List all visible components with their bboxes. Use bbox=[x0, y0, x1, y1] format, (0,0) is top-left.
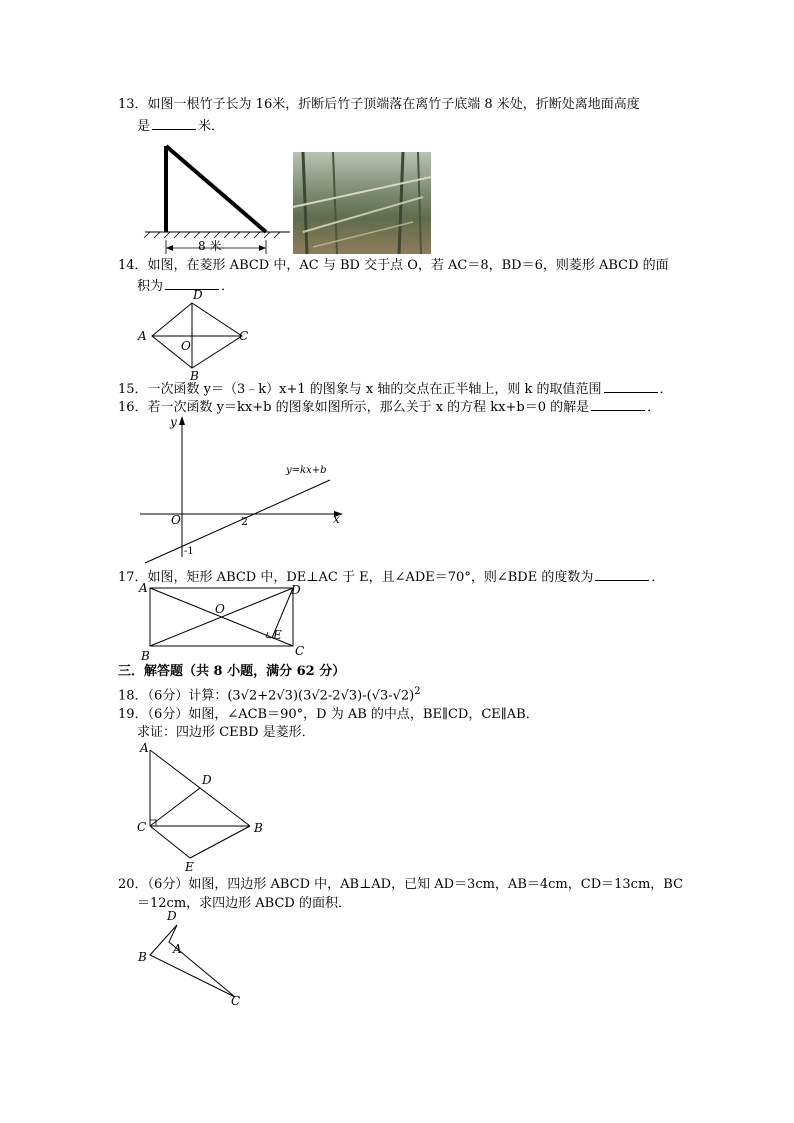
q19-diagram bbox=[135, 740, 275, 875]
q13-line1: 13．如图一根竹子长为 16米，折断后竹子顶端落在离竹子底端 8 米处，折断处离地面高度 bbox=[118, 97, 640, 112]
q18-expression: (3√2+2√3)(3√2-2√3)-(√3-√2) bbox=[227, 688, 415, 704]
q16-y-label: y bbox=[170, 415, 177, 429]
q19-line1: 19．（6分）如图，∠ACB＝90°，D 为 AB 的中点，BE∥CD，CE∥AB． bbox=[118, 707, 539, 722]
q17-label-c: C bbox=[295, 644, 305, 658]
q18-line bbox=[118, 684, 421, 704]
q13-answer-blank[interactable] bbox=[152, 117, 196, 130]
q19-label-d: D bbox=[202, 773, 212, 787]
bamboo-photo-drawing bbox=[293, 152, 431, 254]
q13-line2-pre: 是 bbox=[137, 119, 151, 134]
q14-line2-post: ． bbox=[221, 279, 235, 294]
q16-origin-label: O bbox=[171, 513, 181, 527]
q15-answer-blank[interactable] bbox=[604, 380, 658, 393]
q20-label-a: A bbox=[173, 942, 182, 956]
q20-label-c: C bbox=[231, 994, 241, 1008]
q19-line2: 求证：四边形 CEBD 是菱形． bbox=[137, 725, 315, 740]
q16-x-label: x bbox=[333, 512, 340, 526]
q16-text-pre: 16．若一次函数 y＝kx+b 的图象如图所示，那么关于 x 的方程 kx+b＝0 的解是 bbox=[118, 400, 590, 415]
q19-label-b: B bbox=[254, 821, 263, 835]
q16-answer-blank[interactable] bbox=[591, 398, 645, 411]
q16-x-tick: 2 bbox=[241, 515, 248, 528]
q14-label-c: C bbox=[239, 329, 249, 343]
q14-label-o: O bbox=[181, 339, 191, 353]
q14-line2-pre: 积为 bbox=[137, 279, 164, 294]
q15-text-post: ． bbox=[659, 382, 673, 397]
q15-line bbox=[118, 380, 673, 398]
q20-label-b: B bbox=[138, 950, 147, 964]
q17-label-a: A bbox=[139, 581, 148, 595]
q17-label-b: B bbox=[141, 649, 150, 663]
q16-graph bbox=[140, 412, 350, 572]
q13-line2 bbox=[137, 117, 224, 135]
q18-exponent: 2 bbox=[414, 686, 421, 697]
q17-label-e: E bbox=[273, 628, 282, 642]
section3-title: 三．解答题（共 8 小题，满分 62 分） bbox=[118, 664, 346, 679]
q20-line2: ＝12cm，求四边形 ABCD 的面积． bbox=[137, 896, 351, 911]
q17-text-pre: 17．如图，矩形 ABCD 中，DE⊥AC 于 E，且∠ADE＝70°，则∠BDE 的度数为 bbox=[118, 570, 594, 585]
q20-label-d: D bbox=[167, 909, 177, 923]
q19-label-a: A bbox=[140, 741, 149, 755]
q14-label-a: A bbox=[138, 329, 147, 343]
q14-line1: 14．如图，在菱形 ABCD 中，AC 与 BD 交于点 O，若 AC＝8，BD＝6，则菱形 ABCD 的面 bbox=[118, 258, 669, 273]
q17-answer-blank[interactable] bbox=[595, 568, 649, 581]
bamboo-photo bbox=[293, 152, 431, 254]
q15-text-pre: 15．一次函数 y＝（3﹣k）x+1 的图象与 x 轴的交点在正半轴上，则 k 的取值范围 bbox=[118, 382, 602, 397]
q14-rhombus-diagram bbox=[135, 288, 255, 383]
q17-label-o: O bbox=[215, 602, 225, 616]
q14-label-d: D bbox=[193, 288, 203, 302]
q16-y-tick: -1 bbox=[184, 546, 194, 557]
q19-label-c: C bbox=[137, 820, 147, 834]
q16-text-post: ． bbox=[647, 400, 661, 415]
q19-label-e: E bbox=[185, 860, 194, 874]
q16-line-label: y=kx+b bbox=[286, 465, 327, 476]
q13-line2-post: 米． bbox=[198, 119, 225, 134]
q17-label-d: D bbox=[291, 583, 301, 597]
q13-fig-label: 8 米 bbox=[198, 239, 222, 253]
q17-rectangle-diagram bbox=[135, 580, 315, 663]
q17-text-post: ． bbox=[651, 570, 665, 585]
q20-diagram bbox=[135, 905, 255, 1010]
q20-line1: 20．（6分）如图，四边形 ABCD 中，AB⊥AD，已知 AD＝3cm，AB＝4cm，CD＝13cm，BC bbox=[118, 877, 684, 892]
q14-label-b: B bbox=[190, 369, 199, 383]
q18-prefix: 18．（6分）计算： bbox=[118, 688, 228, 704]
